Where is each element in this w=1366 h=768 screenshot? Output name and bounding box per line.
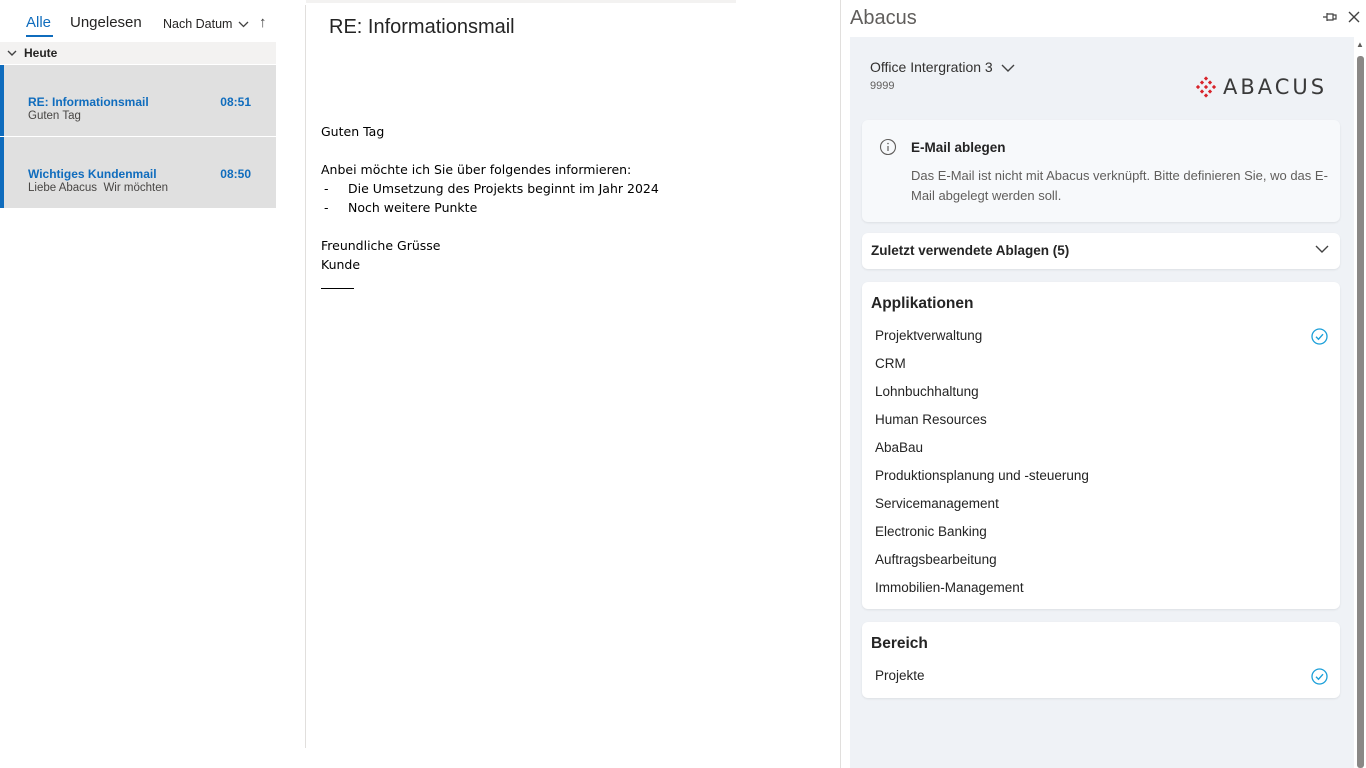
applications-list: [862, 323, 1340, 603]
applications-title: Applikationen: [871, 295, 974, 312]
application-label: Auftragsbearbeitung: [875, 552, 997, 567]
scrollbar-thumb[interactable]: [1357, 56, 1364, 768]
application-item[interactable]: [862, 463, 1340, 491]
top-strip: [306, 0, 736, 3]
mail-subject: Wichtiges Kundenmail: [28, 167, 157, 181]
email-body: [321, 122, 821, 294]
email-subject: RE: Informationsmail: [329, 16, 515, 38]
group-label: Heute: [24, 46, 58, 60]
blank-line: [321, 141, 821, 160]
application-label: Servicemanagement: [875, 496, 999, 511]
application-label: CRM: [875, 356, 906, 371]
application-item[interactable]: [862, 351, 1340, 379]
applications-card: [862, 282, 1340, 609]
email-greeting: Guten Tag: [321, 124, 385, 139]
tab-all-indicator: [26, 35, 53, 37]
application-label: Produktionsplanung und -steuerung: [875, 468, 1089, 483]
close-icon[interactable]: [1347, 10, 1361, 24]
mail-list-item[interactable]: [0, 137, 276, 208]
info-card: [862, 120, 1340, 222]
signature-separator: [321, 288, 354, 289]
area-label: Projekte: [875, 668, 925, 683]
mail-preview: Liebe Abacus Wir möchten: [28, 182, 168, 194]
info-icon: [879, 138, 897, 156]
sort-by-label: Nach Datum: [163, 17, 233, 31]
group-header-today[interactable]: [0, 42, 276, 64]
abacus-addin-pane: [841, 0, 1366, 768]
bullet-marker: -: [324, 200, 329, 215]
application-item[interactable]: [862, 407, 1340, 435]
bullet-text: Noch weitere Punkte: [348, 200, 478, 215]
tab-all[interactable]: Alle: [26, 14, 52, 31]
bullet-marker: -: [324, 181, 329, 196]
area-list: [862, 663, 1340, 691]
application-label: Human Resources: [875, 412, 987, 427]
addin-title: Abacus: [850, 7, 917, 29]
reading-pane: [306, 0, 840, 768]
company-selector[interactable]: [870, 59, 1015, 75]
email-bullet: [321, 198, 821, 217]
application-item[interactable]: [862, 547, 1340, 575]
chevron-down-icon: [1315, 245, 1329, 254]
application-label: Electronic Banking: [875, 524, 987, 539]
application-item[interactable]: [862, 435, 1340, 463]
application-label: AbaBau: [875, 440, 924, 455]
sort-by-dropdown[interactable]: [163, 17, 249, 31]
area-title: Bereich: [871, 635, 928, 652]
check-circle-icon: [1311, 328, 1328, 345]
mail-list-pane: [0, 0, 276, 768]
pin-icon[interactable]: [1322, 10, 1338, 24]
arrow-up-icon[interactable]: ↑: [259, 14, 267, 31]
info-text: Das E-Mail ist nicht mit Abacus verknüpft. Bitte definieren Sie, wo das E-Mail abgelegt werden soll.: [911, 168, 1328, 203]
chevron-down-icon: [1001, 64, 1015, 73]
application-item[interactable]: [862, 575, 1340, 603]
email-intro: Anbei möchte ich Sie über folgendes informieren:: [321, 162, 632, 177]
chevron-down-icon: [0, 50, 24, 57]
application-label: Immobilien-Management: [875, 580, 1024, 595]
info-title: E-Mail ablegen: [911, 140, 1006, 155]
abacus-logo: [1195, 75, 1327, 99]
application-item[interactable]: [862, 379, 1340, 407]
addin-content: [850, 37, 1354, 768]
addin-scrollbar[interactable]: [1355, 40, 1366, 768]
area-card: [862, 622, 1340, 698]
application-label: Lohnbuchhaltung: [875, 384, 979, 399]
company-id: 9999: [870, 80, 895, 92]
recent-locations-accordion[interactable]: [862, 233, 1340, 269]
application-item[interactable]: [862, 519, 1340, 547]
blank-line: [321, 217, 821, 236]
mail-list-item[interactable]: [0, 65, 276, 136]
mail-subject: RE: Informationsmail: [28, 95, 149, 109]
filter-bar: [0, 0, 276, 40]
check-circle-icon: [1311, 668, 1328, 685]
bullet-text: Die Umsetzung des Projekts beginnt im Jahr 2024: [348, 181, 659, 196]
email-signature: Kunde: [321, 257, 361, 272]
scroll-up-icon[interactable]: ▲: [1356, 40, 1364, 49]
company-name: Office Intergration 3: [870, 59, 993, 75]
application-item[interactable]: [862, 491, 1340, 519]
mail-time: 08:51: [220, 95, 251, 109]
chevron-down-icon: [238, 21, 249, 28]
abacus-logo-icon: [1195, 76, 1217, 98]
email-closing: Freundliche Grüsse: [321, 238, 441, 253]
area-item[interactable]: [862, 663, 1340, 691]
tab-unread[interactable]: Ungelesen: [70, 14, 142, 31]
mail-time: 08:50: [220, 167, 251, 181]
mail-preview: Guten Tag: [28, 110, 81, 122]
recent-locations-label: Zuletzt verwendete Ablagen (5): [871, 243, 1070, 258]
logo-text: ABACUS: [1223, 75, 1328, 99]
application-item[interactable]: [862, 323, 1340, 351]
email-bullet: [321, 179, 821, 198]
application-label: Projektverwaltung: [875, 328, 983, 343]
